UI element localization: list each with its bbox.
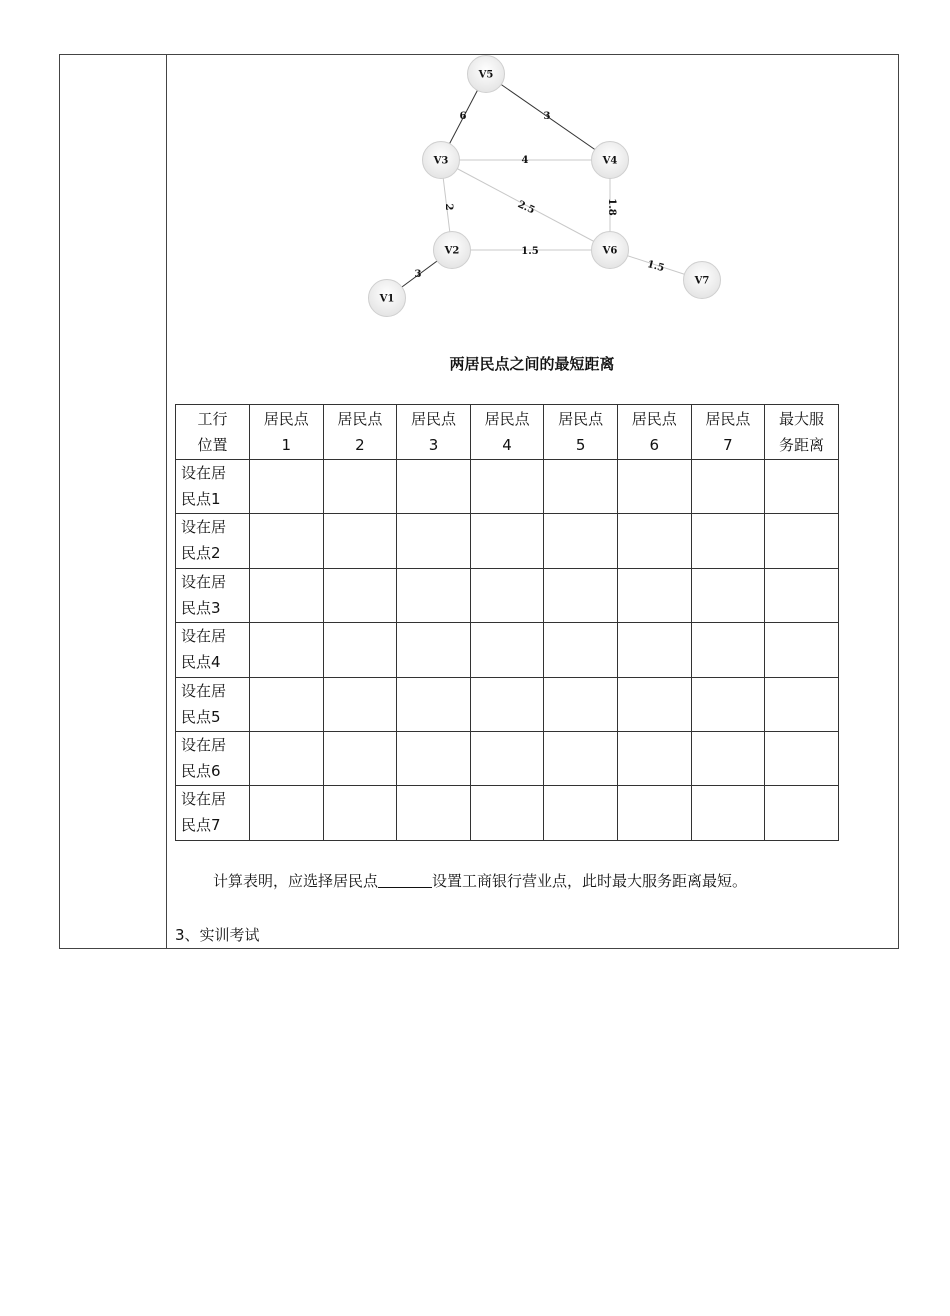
empty-cell[interactable] xyxy=(765,677,839,731)
header-cell: 居民点 1 xyxy=(250,405,324,460)
conclusion-sentence: 计算表明，应选择居民点 设置工商银行营业点，此时最大服务距离最短。 xyxy=(213,872,748,890)
empty-cell[interactable] xyxy=(765,568,839,622)
network-graph xyxy=(355,55,745,325)
empty-cell[interactable] xyxy=(250,623,324,677)
table-row xyxy=(176,623,839,677)
empty-cell[interactable] xyxy=(397,786,471,840)
shortest-distance-table xyxy=(175,404,839,841)
empty-cell[interactable] xyxy=(323,731,397,785)
empty-cell[interactable] xyxy=(470,460,544,514)
empty-cell[interactable] xyxy=(397,677,471,731)
graph-node-v3 xyxy=(423,142,460,179)
header-cell: 居民点 4 xyxy=(470,405,544,460)
empty-cell[interactable] xyxy=(323,514,397,568)
empty-cell[interactable] xyxy=(617,568,691,622)
empty-cell[interactable] xyxy=(397,514,471,568)
header-cell: 居民点 3 xyxy=(397,405,471,460)
graph-node-v4 xyxy=(592,142,629,179)
empty-cell[interactable] xyxy=(323,568,397,622)
empty-cell[interactable] xyxy=(765,514,839,568)
empty-cell[interactable] xyxy=(323,786,397,840)
empty-cell[interactable] xyxy=(544,514,618,568)
empty-cell[interactable] xyxy=(397,460,471,514)
empty-cell[interactable] xyxy=(544,786,618,840)
table-row xyxy=(176,514,839,568)
empty-cell[interactable] xyxy=(691,460,765,514)
empty-cell[interactable] xyxy=(691,514,765,568)
node-label: V1 xyxy=(379,293,395,305)
frame-column-divider xyxy=(166,55,167,948)
empty-cell[interactable] xyxy=(617,460,691,514)
graph-caption: 两居民点之间的最短距离 xyxy=(449,355,615,373)
empty-cell[interactable] xyxy=(470,677,544,731)
empty-cell[interactable] xyxy=(323,460,397,514)
header-cell: 居民点 2 xyxy=(323,405,397,460)
empty-cell[interactable] xyxy=(617,514,691,568)
header-cell-max-distance: 最大服 务距离 xyxy=(765,405,839,460)
empty-cell[interactable] xyxy=(544,731,618,785)
empty-cell[interactable] xyxy=(691,677,765,731)
header-cell-position: 工行 位置 xyxy=(176,405,250,460)
graph-node-v1 xyxy=(369,280,406,317)
empty-cell[interactable] xyxy=(397,731,471,785)
row-header-cell: 设在居 民点2 xyxy=(176,514,250,568)
node-label: V6 xyxy=(602,245,618,257)
edge-weight-label: 1.5 xyxy=(521,246,539,257)
graph-node-v5 xyxy=(468,56,505,93)
graph-node-v6 xyxy=(592,232,629,269)
empty-cell[interactable] xyxy=(544,677,618,731)
empty-cell[interactable] xyxy=(470,514,544,568)
row-header-cell: 设在居 民点7 xyxy=(176,786,250,840)
empty-cell[interactable] xyxy=(544,623,618,677)
empty-cell[interactable] xyxy=(470,786,544,840)
table-row xyxy=(176,677,839,731)
empty-cell[interactable] xyxy=(470,731,544,785)
empty-cell[interactable] xyxy=(765,623,839,677)
table-row xyxy=(176,731,839,785)
table-row xyxy=(176,460,839,514)
edge-weight-label: 3 xyxy=(414,269,422,280)
empty-cell[interactable] xyxy=(617,623,691,677)
empty-cell[interactable] xyxy=(544,460,618,514)
empty-cell[interactable] xyxy=(691,731,765,785)
empty-cell[interactable] xyxy=(250,568,324,622)
row-header-cell: 设在居 民点3 xyxy=(176,568,250,622)
empty-cell[interactable] xyxy=(250,514,324,568)
row-header-cell: 设在居 民点6 xyxy=(176,731,250,785)
empty-cell[interactable] xyxy=(250,677,324,731)
empty-cell[interactable] xyxy=(470,623,544,677)
empty-cell[interactable] xyxy=(323,623,397,677)
edge-weight-label: 4 xyxy=(521,155,529,166)
empty-cell[interactable] xyxy=(250,731,324,785)
empty-cell[interactable] xyxy=(765,460,839,514)
empty-cell[interactable] xyxy=(617,677,691,731)
empty-cell[interactable] xyxy=(397,568,471,622)
table-row xyxy=(176,786,839,840)
edge-weight-label: 1.8 xyxy=(606,198,617,216)
header-cell: 居民点 6 xyxy=(617,405,691,460)
row-header-cell: 设在居 民点4 xyxy=(176,623,250,677)
header-cell: 居民点 7 xyxy=(691,405,765,460)
edge-weight-label: 2.5 xyxy=(515,199,537,217)
table-header-row xyxy=(176,405,839,460)
node-label: V5 xyxy=(478,69,494,81)
edge-weight-label: 1.5 xyxy=(645,259,666,275)
node-label: V4 xyxy=(602,155,618,167)
node-label: V2 xyxy=(444,245,460,257)
empty-cell[interactable] xyxy=(544,568,618,622)
empty-cell[interactable] xyxy=(470,568,544,622)
empty-cell[interactable] xyxy=(765,786,839,840)
table-row xyxy=(176,568,839,622)
empty-cell[interactable] xyxy=(765,731,839,785)
empty-cell[interactable] xyxy=(250,460,324,514)
section-heading: 3、实训考试 xyxy=(175,926,260,944)
empty-cell[interactable] xyxy=(250,786,324,840)
row-header-cell: 设在居 民点5 xyxy=(176,677,250,731)
empty-cell[interactable] xyxy=(397,623,471,677)
empty-cell[interactable] xyxy=(617,786,691,840)
edge-weight-label: 2 xyxy=(443,203,454,211)
empty-cell[interactable] xyxy=(691,786,765,840)
empty-cell[interactable] xyxy=(323,677,397,731)
header-cell: 居民点 5 xyxy=(544,405,618,460)
answer-blank[interactable] xyxy=(378,871,432,888)
graph-node-v7 xyxy=(684,262,721,299)
edge-weight-label: 3 xyxy=(543,111,551,122)
empty-cell[interactable] xyxy=(691,623,765,677)
empty-cell[interactable] xyxy=(691,568,765,622)
node-label: V3 xyxy=(433,155,449,167)
graph-node-v2 xyxy=(434,232,471,269)
node-label: V7 xyxy=(694,275,710,287)
edge-weight-label: 6 xyxy=(459,111,467,122)
row-header-cell: 设在居 民点1 xyxy=(176,460,250,514)
empty-cell[interactable] xyxy=(617,731,691,785)
